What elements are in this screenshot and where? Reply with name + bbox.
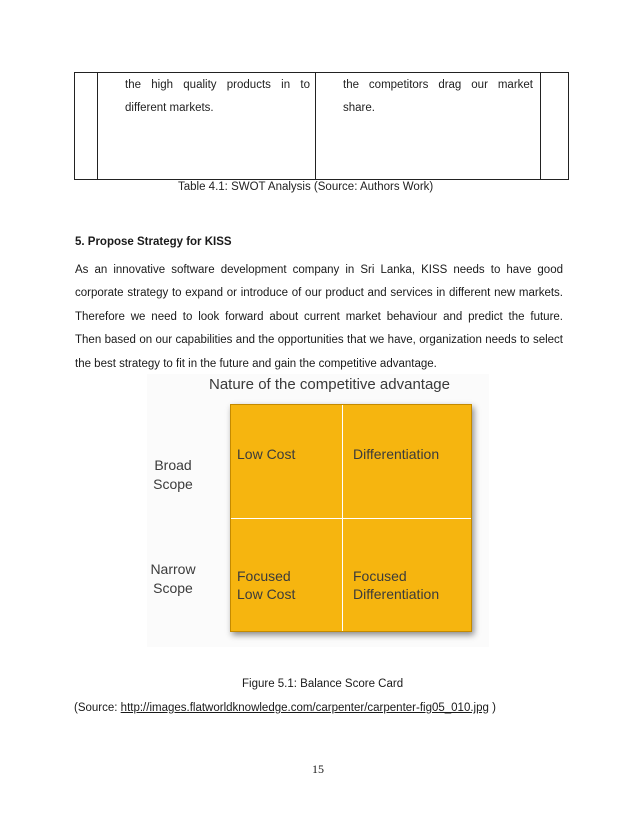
narrow-scope-label	[145, 560, 201, 598]
quadrant-line: Differentiation	[353, 446, 440, 462]
quadrant-line: Focused	[237, 568, 291, 584]
swot-table-fragment	[74, 72, 569, 180]
strategy-matrix	[230, 404, 472, 632]
body-paragraph	[75, 259, 563, 376]
quadrant-low-cost	[237, 445, 295, 463]
paragraph-line: corporate strategy to expand or introduce of our product and services in different new markets.	[75, 287, 563, 300]
paragraph-line: Then based on our capabilities and the opportunities that we have, organization needs to select	[75, 334, 563, 347]
cell-line: the high quality products in to	[125, 79, 310, 91]
quadrant-line: Low Cost	[237, 586, 296, 602]
paragraph-line: the best strategy to fit in the future and gain the competitive advantage.	[75, 357, 437, 370]
quadrant-line: Differentiation	[353, 586, 440, 602]
matrix-divider	[342, 405, 343, 631]
table-caption: Table 4.1: SWOT Analysis (Source: Authors Work)	[178, 181, 434, 193]
page-number: 15	[312, 762, 324, 776]
table-cell-right	[343, 74, 533, 120]
source-citation	[74, 702, 496, 714]
table-divider	[540, 73, 541, 179]
matrix-divider	[231, 518, 471, 519]
label-line: Scope	[153, 476, 193, 492]
source-link[interactable]: http://images.flatworldknowledge.com/carpenter/carpenter-fig05_010.jpg	[120, 702, 489, 714]
label-line: Narrow	[150, 561, 196, 577]
label-line: Broad	[154, 457, 192, 473]
table-divider	[97, 73, 98, 179]
cell-line: different markets.	[125, 102, 214, 114]
broad-scope-label	[147, 456, 199, 494]
source-prefix: (Source:	[74, 702, 121, 714]
section-heading: 5. Propose Strategy for KISS	[75, 236, 232, 248]
competitive-advantage-figure	[147, 374, 489, 647]
paragraph-line: As an innovative software development company in Sri Lanka, KISS needs to have good	[75, 264, 563, 276]
quadrant-line: Low Cost	[237, 446, 296, 462]
table-divider	[315, 73, 316, 179]
quadrant-line: Focused	[353, 568, 407, 584]
cell-line: the competitors drag our market	[343, 79, 533, 91]
paragraph-line: Therefore we need to look forward about current market behaviour and predict the future.	[75, 310, 563, 323]
source-suffix: )	[488, 702, 496, 714]
cell-line: share.	[343, 102, 375, 114]
quadrant-focused-low-cost	[237, 567, 295, 603]
quadrant-differentiation	[353, 445, 439, 463]
table-cell-left	[125, 74, 310, 120]
label-line: Scope	[153, 580, 193, 596]
quadrant-focused-differentiation	[353, 567, 439, 603]
figure-caption: Figure 5.1: Balance Score Card	[242, 678, 404, 690]
figure-title: Nature of the competitive advantage	[209, 376, 450, 393]
